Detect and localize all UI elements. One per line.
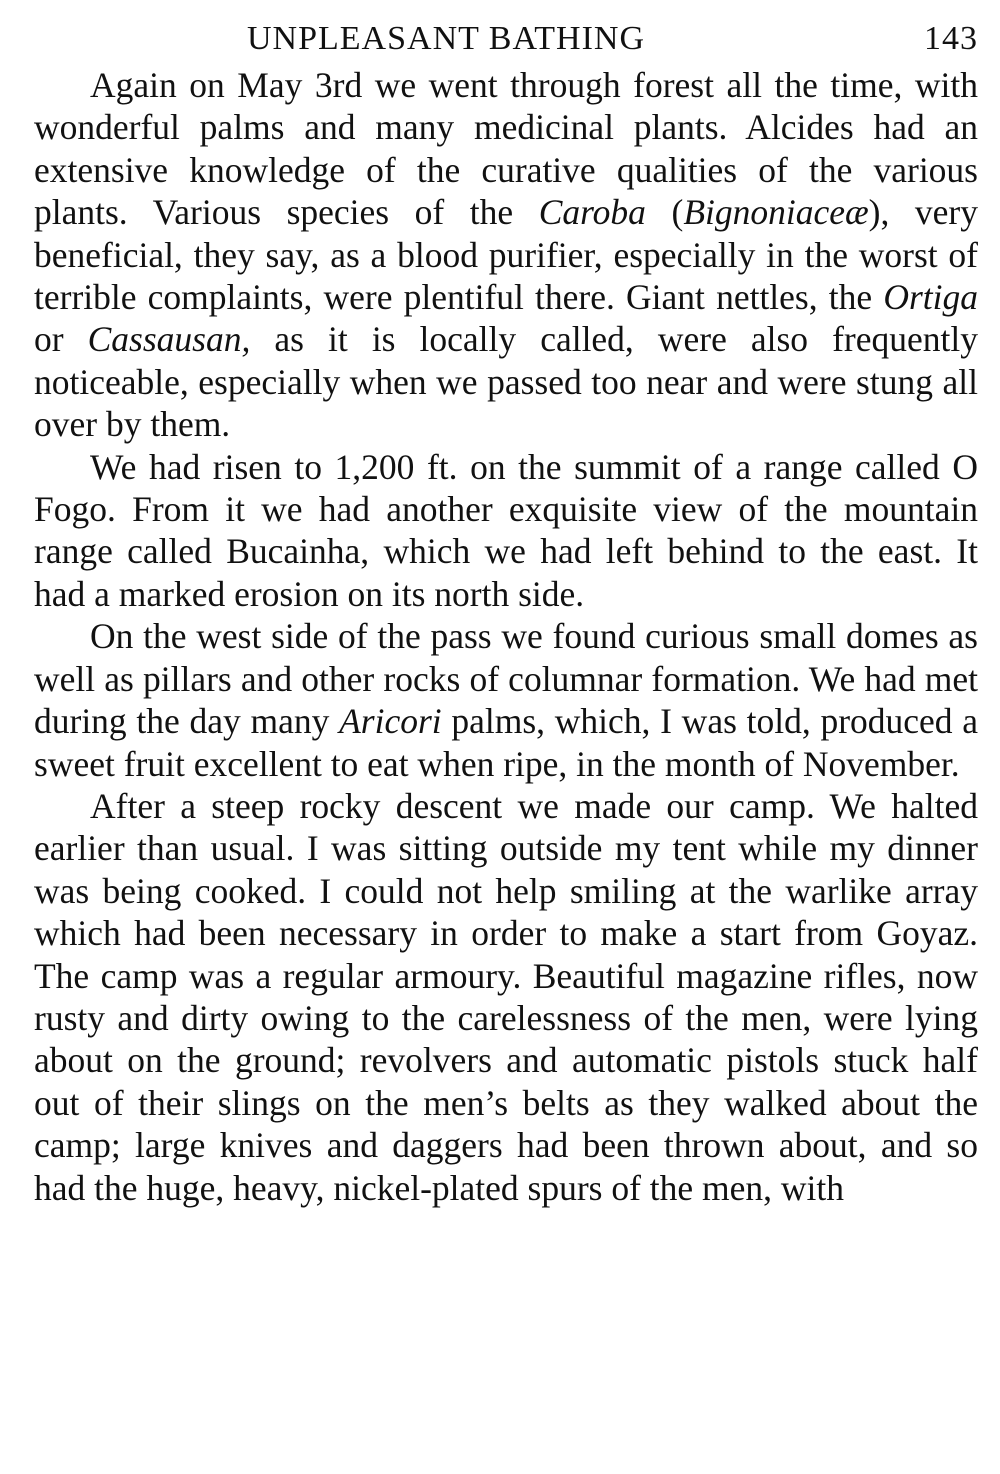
text-run: palms, which, I was told, produced a sweet fruit excellent to eat when ripe, in the month of November. — [34, 701, 979, 784]
text-run: ( — [645, 192, 684, 233]
italic-term: Caroba — [538, 192, 646, 233]
running-title: UNPLEASANT BATHING — [247, 20, 645, 57]
book-page — [34, 20, 978, 1209]
text-run: as it is locally called, were also frequently noticeable, especially when we passed too near and were stung all over by them. — [34, 319, 978, 445]
text-run: We had risen to 1,200 ft. on the summit of a range called O Fogo. From it we had another exquisite view of the mountain range called Bucainha, which we had left behind to the east. It had a marked erosion on its north side. — [34, 446, 978, 614]
text-run: Again on May 3rd we went through forest all the time, with wonderful palms and many medicinal plants. Alcides had an extensive knowledge of the curative qualities of the various plants. Various species of the — [34, 65, 978, 233]
italic-term: Cassausan, — [87, 319, 251, 360]
italic-term: Ortiga — [883, 277, 978, 318]
running-head — [34, 20, 978, 64]
text-run: ), very beneficial, they say, as a blood purifier, especially in the worst of terrible complaints, were plentiful there. Giant nettles, the — [34, 192, 979, 318]
paragraph — [34, 64, 978, 446]
italic-term: Aricori — [339, 701, 442, 742]
body-text — [34, 64, 978, 1209]
text-run: On the west side of the pass we found curious small domes as well as pillars and other rocks of columnar formation. We had met during the day many — [34, 616, 978, 742]
text-run: or — [34, 319, 88, 360]
italic-term: Bignoniaceæ — [683, 192, 869, 233]
paragraph — [34, 785, 978, 1209]
text-run: After a steep rocky descent we made our camp. We halted earlier than usual. I was sitting outside my tent while my dinner was being cooked. I could not help smiling at the warlike array which had been necessary in order to make a start from Goyaz. The camp was a regular armoury. Beautiful magazine rifles, now rusty and dirty owing to the carelessness of the men, were lying about on the ground; revolvers and automatic pistols stuck half out of their slings on the men’s belts as they walked about the camp; large knives and daggers had been thrown about, and so had the huge, heavy, nickel-plated spurs of the men, with — [34, 785, 978, 1208]
page-number: 143 — [924, 20, 978, 57]
paragraph — [34, 615, 978, 785]
paragraph — [34, 446, 978, 616]
